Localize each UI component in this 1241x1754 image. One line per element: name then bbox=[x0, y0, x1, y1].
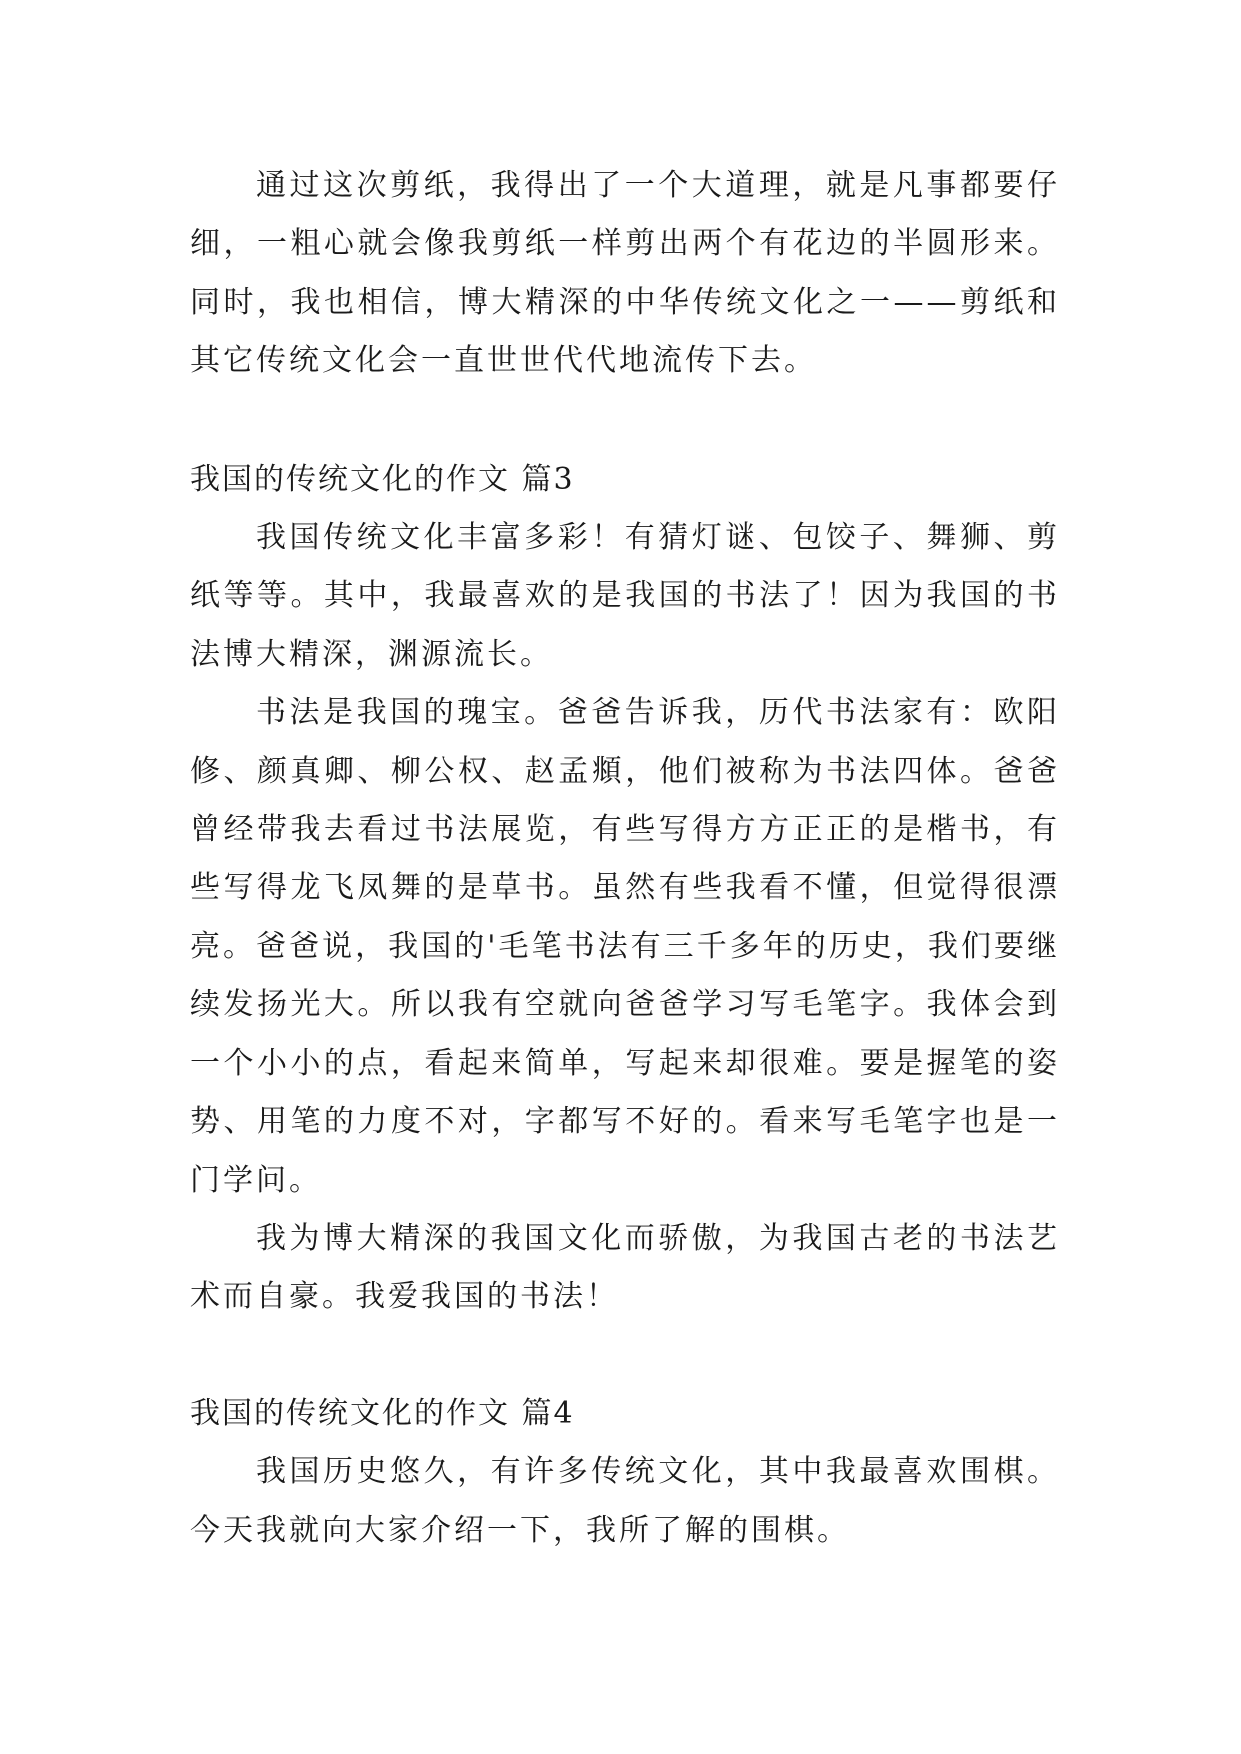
paragraph: 我国历史悠久，有许多传统文化，其中我最喜欢围棋。今天我就向大家介绍一下，我所了解的围棋。 bbox=[190, 1454, 1060, 1548]
paragraph: 书法是我国的瑰宝。爸爸告诉我，历代书法家有：欧阳修、颜真卿、柳公权、赵孟頫，他们被称为书法四体。爸爸曾经带我去看过书法展览，有些写得方方正正的是楷书，有些写得龙飞凤舞的是草书。虽然有些我看不懂，但觉得很漂亮。爸爸说，我国的'毛笔书法有三千多年的历史，我们要继续发扬光大。所以我有空就向爸爸学习写毛笔字。我体会到一个小小的点，看起来简单，写起来却很难。要是握笔的姿势、用笔的力度不对，字都写不好的。看来写毛笔字也是一门学问。 bbox=[190, 695, 1060, 1198]
section-heading: 我国的传统文化的作文 篇4 bbox=[190, 1395, 575, 1431]
document-body bbox=[190, 157, 1060, 1560]
section-spacer bbox=[190, 1327, 1060, 1385]
paragraph: 我国传统文化丰富多彩！有猜灯谜、包饺子、舞狮、剪纸等等。其中，我最喜欢的是我国的书法了！因为我国的书法博大精深，渊源流长。 bbox=[190, 520, 1060, 672]
section-spacer bbox=[190, 391, 1060, 451]
section-heading: 我国的传统文化的作文 篇3 bbox=[190, 461, 575, 497]
paragraph: 通过这次剪纸，我得出了一个大道理，就是凡事都要仔细，一粗心就会像我剪纸一样剪出两个有花边的半圆形来。同时，我也相信，博大精深的中华传统文化之一——剪纸和其它传统文化会一直世世代代地流传下去。 bbox=[190, 168, 1060, 379]
paragraph: 我为博大精深的我国文化而骄傲，为我国古老的书法艺术而自豪。我爱我国的书法！ bbox=[190, 1220, 1060, 1315]
